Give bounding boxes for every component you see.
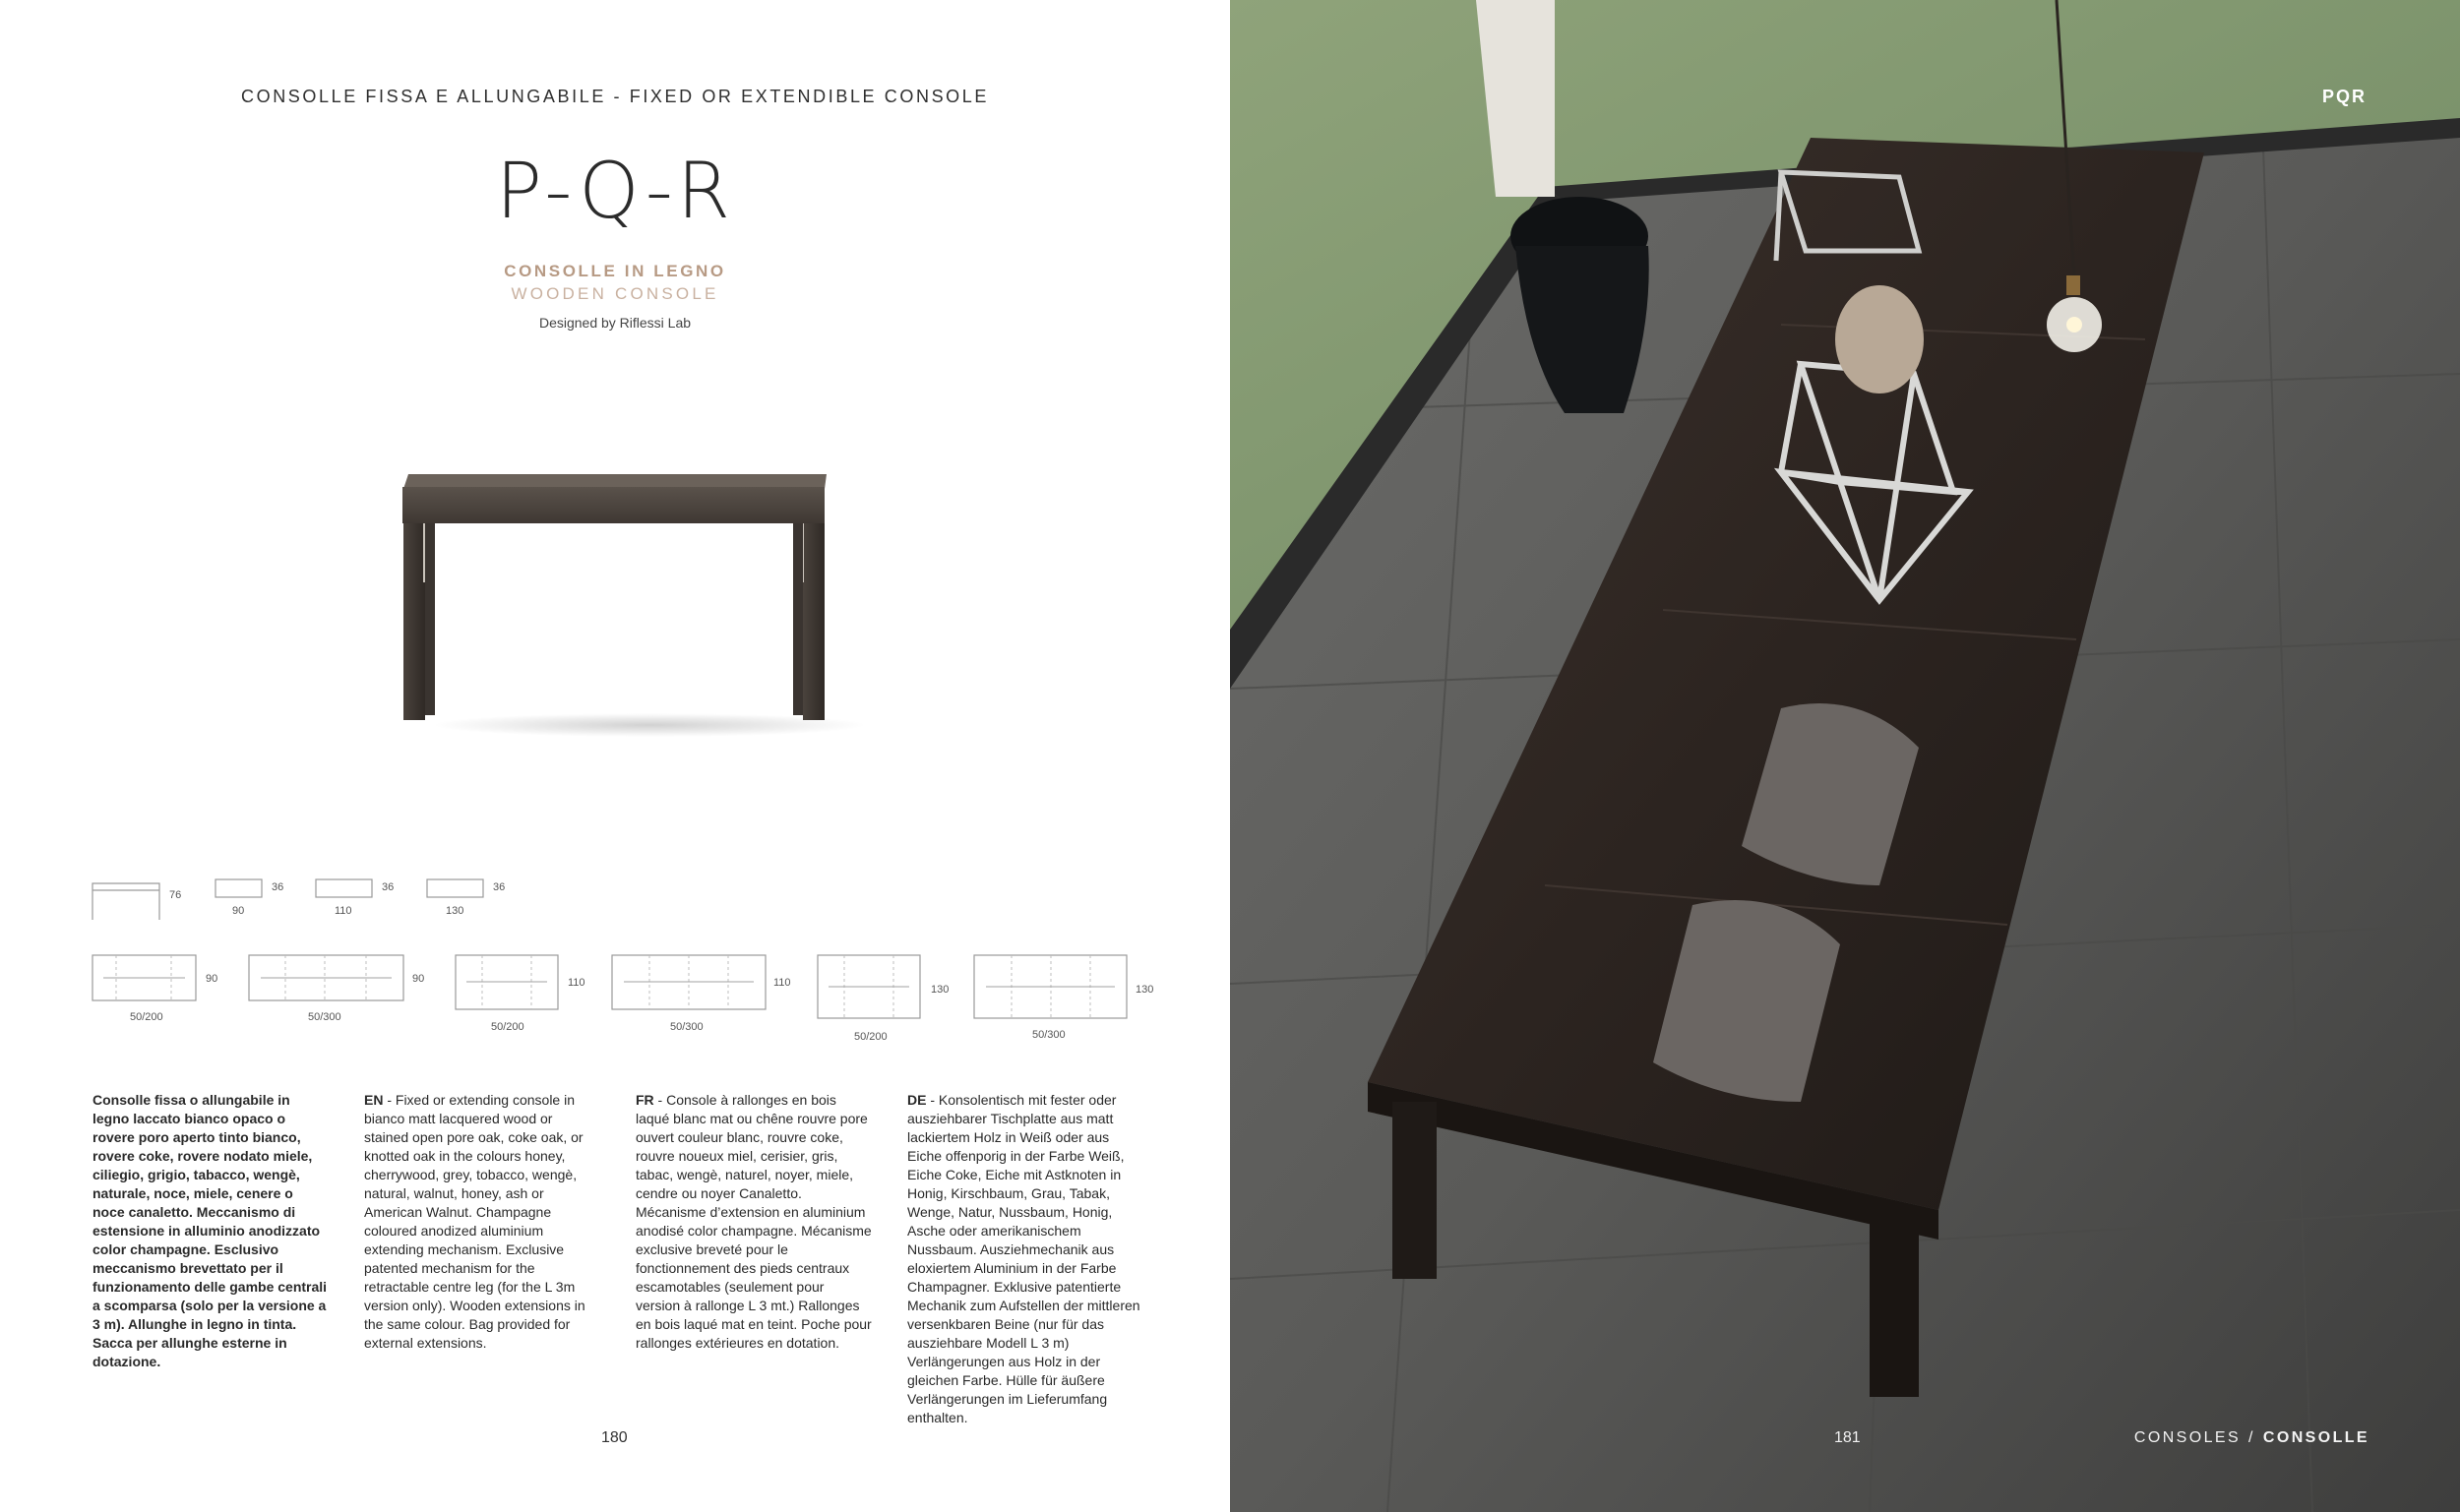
dim-length: 50/200 [130, 1011, 163, 1023]
lang-code: DE [907, 1092, 927, 1108]
dim-depth: 90 [412, 973, 425, 985]
description-text: - Console à rallonges en bois laqué blanc mat ou chêne rouvre pore ouvert couleur blanc, rouvre coke, rouvre noueux miel, cerisier, gris, tabac, wengè, naturel, noyer, miele, cendre ou noyer Canaletto. Mécanisme d’extension en aluminium anodisé color champagne. Mécanisme exclusive breveté pour le fonctionnement des pieds centraux escamotables (seulement pour version à rallonge L 3 mt.) Rallonges en bois laqué mat en teint. Poche pour rallonges extérieures en dotation. [636, 1092, 872, 1351]
product-code: PQR [2321, 87, 2367, 106]
dim-depth: 110 [773, 977, 791, 989]
footer-separator: / [2248, 1429, 2255, 1446]
dim-length: 50/300 [308, 1011, 341, 1023]
footer-category-it: CONSOLLE [2262, 1429, 2369, 1446]
dim-width: 90 [232, 905, 245, 917]
dim-depth: 36 [272, 881, 284, 893]
dim-length: 50/300 [1032, 1029, 1066, 1041]
description-italian: Consolle fissa o allungabile in legno laccato bianco opaco o rovere poro aperto tinto bianco, rovere coke, rovere nodato miele, ciliegio, grigio, tabacco, wengè, naturale, noce, miele, cenere o noce canaletto. Meccanismo di estensione in alluminio anodizzato color champagne. Esclusivo meccanismo brevettato per il funzionamento delle gambe centrali a scomparsa (solo per la versione a 3 m). Allunghe in legno in tinta. Sacca per allunghe esterne in dotazione. [92, 1092, 328, 1369]
subtitle-english: WOODEN CONSOLE [511, 284, 719, 303]
lang-code: EN [364, 1092, 384, 1108]
dim-length: 50/200 [491, 1021, 524, 1033]
description-german [907, 1091, 1143, 1427]
product-title: P-Q-R [495, 148, 735, 236]
dim-depth: 130 [1136, 984, 1154, 996]
description-text: - Fixed or extending console in bianco matt lacquered wood or stained open pore oak, coke oak, or knotted oak in the colours honey, cherrywood, grey, tobacco, wengè, natural, walnut, honey, ash or American Walnut. Champagne coloured anodized aluminium extending mechanism. Exclusive patented mechanism for the retractable centre leg (for the L 3m version only). Wooden extensions in the same colour. Bag provided for external extensions. [364, 1092, 585, 1351]
dim-length: 50/200 [854, 1031, 888, 1043]
right-page [1230, 0, 2460, 1512]
lang-code: FR [636, 1092, 654, 1108]
designer-credit: Designed by Riflessi Lab [538, 315, 692, 331]
dim-width: 110 [335, 905, 352, 917]
dim-depth: 90 [206, 973, 218, 985]
page-number-right: 181 [1834, 1429, 1861, 1446]
dim-depth: 110 [568, 977, 585, 989]
dim-width: 130 [446, 905, 464, 917]
interior-photo [1230, 0, 2460, 1512]
description-french [636, 1091, 872, 1353]
console-table-image [374, 448, 886, 743]
dim-depth: 36 [493, 881, 506, 893]
dim-height: 76 [169, 889, 182, 901]
dim-length: 50/300 [670, 1021, 704, 1033]
description-english [364, 1091, 600, 1353]
description-text: - Konsolentisch mit fester oder ausziehbarer Tischplatte aus matt lackiertem Holz in Weiß oder aus Eiche offenporig in der Farbe Weiß, Eiche Coke, Eiche mit Astknoten in Honig, Kirschbaum, Grau, Tabak, Wenge, Natur, Nussbaum, Honig, Asche oder amerikanischem Nussbaum. Ausziehmechanik aus eloxiertem Aluminium in der Farbe Champagner. Exklusive patentierte Mechanik zum Aufstellen der mittleren versenkbaren Beine (nur für das ausziehbare Modell L 3 m) Verlängerungen aus Holz in der gleichen Farbe. Hülle für äußere Verlängerungen im Lieferumfang enthalten. [907, 1092, 1140, 1425]
dim-depth: 36 [382, 881, 395, 893]
dim-depth: 130 [931, 984, 950, 996]
subtitle-italian: CONSOLLE IN LEGNO [504, 262, 726, 280]
footer-category [2134, 1429, 2369, 1447]
section-title: CONSOLLE FISSA E ALLUNGABILE - FIXED OR EXTENDIBLE CONSOLE [241, 87, 989, 106]
footer-category-en: CONSOLES [2133, 1429, 2242, 1446]
page-number-left: 180 [601, 1429, 628, 1446]
